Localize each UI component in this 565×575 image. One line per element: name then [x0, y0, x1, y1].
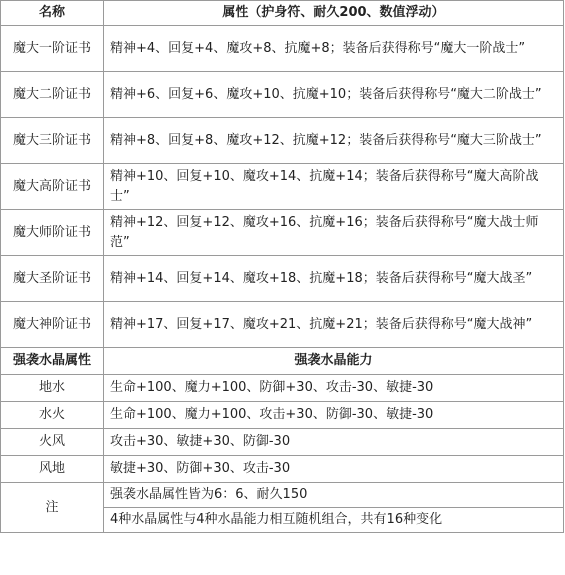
note-line: 强袭水晶属性皆为6：6、耐久150 [104, 483, 564, 508]
crystal-desc: 敏捷+30、防御+30、攻击-30 [104, 456, 564, 483]
book-desc: 精神+4、回复+4、魔攻+8、抗魔+8；装备后获得称号“魔大一阶战士” [104, 26, 564, 72]
table-row [1, 210, 564, 256]
crystal-attribute-header: 强袭水晶属性 [1, 348, 104, 375]
table-row [1, 402, 564, 429]
book-name: 魔大高阶证书 [1, 164, 104, 210]
header-attributes: 属性（护身符、耐久200、数值浮动） [104, 1, 564, 26]
table-row [1, 375, 564, 402]
note-label: 注 [1, 483, 104, 533]
table-row [1, 302, 564, 348]
book-name: 魔大神阶证书 [1, 302, 104, 348]
book-desc: 精神+14、回复+14、魔攻+18、抗魔+18；装备后获得称号“魔大战圣” [104, 256, 564, 302]
note-row [1, 483, 564, 508]
crystal-name: 地水 [1, 375, 104, 402]
note-line: 4种水晶属性与4种水晶能力相互随机组合，共有16种变化 [104, 508, 564, 533]
header-name: 名称 [1, 1, 104, 26]
crystal-desc: 生命+100、魔力+100、攻击+30、防御-30、敏捷-30 [104, 402, 564, 429]
book-desc: 精神+12、回复+12、魔攻+16、抗魔+16；装备后获得称号“魔大战士师范” [104, 210, 564, 256]
book-name: 魔大一阶证书 [1, 26, 104, 72]
book-desc: 精神+17、回复+17、魔攻+21、抗魔+21；装备后获得称号“魔大战神” [104, 302, 564, 348]
table-row [1, 429, 564, 456]
book-desc: 精神+10、回复+10、魔攻+14、抗魔+14；装备后获得称号“魔大高阶战士” [104, 164, 564, 210]
table-row [1, 164, 564, 210]
table-row [1, 456, 564, 483]
crystal-desc: 攻击+30、敏捷+30、防御-30 [104, 429, 564, 456]
crystal-header-row [1, 348, 564, 375]
book-name: 魔大二阶证书 [1, 72, 104, 118]
crystal-ability-header: 强袭水晶能力 [104, 348, 564, 375]
table-header-row [1, 1, 564, 26]
table-row [1, 256, 564, 302]
crystal-name: 风地 [1, 456, 104, 483]
book-desc: 精神+8、回复+8、魔攻+12、抗魔+12；装备后获得称号“魔大三阶战士” [104, 118, 564, 164]
book-name: 魔大师阶证书 [1, 210, 104, 256]
crystal-name: 水火 [1, 402, 104, 429]
crystal-name: 火风 [1, 429, 104, 456]
book-desc: 精神+6、回复+6、魔攻+10、抗魔+10；装备后获得称号“魔大二阶战士” [104, 72, 564, 118]
book-name: 魔大三阶证书 [1, 118, 104, 164]
table-row [1, 118, 564, 164]
crystal-desc: 生命+100、魔力+100、防御+30、攻击-30、敏捷-30 [104, 375, 564, 402]
table-row [1, 72, 564, 118]
table-row [1, 26, 564, 72]
book-name: 魔大圣阶证书 [1, 256, 104, 302]
